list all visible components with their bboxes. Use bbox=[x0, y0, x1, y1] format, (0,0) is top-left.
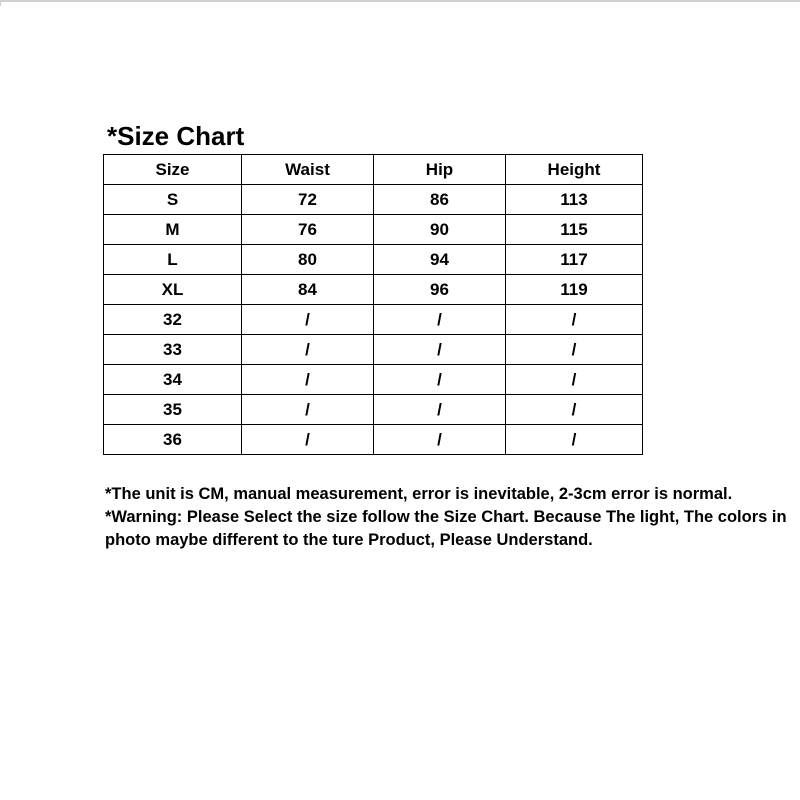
table-cell-hip: / bbox=[374, 365, 506, 395]
warning-note: *Warning: Please Select the size follow the Size Chart. Because The light, The colors in photo maybe different to the ture Product, Please Understand. bbox=[105, 508, 787, 549]
notes-section bbox=[105, 483, 795, 552]
table-cell-size: M bbox=[104, 215, 242, 245]
table-cell-height: / bbox=[506, 305, 643, 335]
table-cell-waist: 72 bbox=[242, 185, 374, 215]
table-row bbox=[104, 395, 643, 425]
table-row bbox=[104, 305, 643, 335]
table-row bbox=[104, 215, 643, 245]
table-header-row bbox=[104, 155, 643, 185]
table-cell-hip: 86 bbox=[374, 185, 506, 215]
column-header-height: Height bbox=[506, 155, 643, 185]
table-cell-waist: / bbox=[242, 335, 374, 365]
corner-divider bbox=[0, 0, 1, 6]
table-row bbox=[104, 185, 643, 215]
table-row bbox=[104, 245, 643, 275]
size-chart-table bbox=[103, 154, 643, 455]
column-header-size: Size bbox=[104, 155, 242, 185]
table-cell-waist: 80 bbox=[242, 245, 374, 275]
table-cell-size: 35 bbox=[104, 395, 242, 425]
column-header-waist: Waist bbox=[242, 155, 374, 185]
table-cell-size: XL bbox=[104, 275, 242, 305]
table-cell-waist: 76 bbox=[242, 215, 374, 245]
column-header-hip: Hip bbox=[374, 155, 506, 185]
table-cell-height: / bbox=[506, 365, 643, 395]
table-cell-waist: / bbox=[242, 395, 374, 425]
table-cell-size: S bbox=[104, 185, 242, 215]
table-cell-waist: / bbox=[242, 425, 374, 455]
unit-note: *The unit is CM, manual measurement, error is inevitable, 2-3cm error is normal. bbox=[105, 485, 733, 503]
table-row bbox=[104, 275, 643, 305]
table-cell-hip: / bbox=[374, 395, 506, 425]
table-cell-hip: / bbox=[374, 425, 506, 455]
table-cell-hip: 96 bbox=[374, 275, 506, 305]
table-cell-size: 33 bbox=[104, 335, 242, 365]
table-cell-height: 117 bbox=[506, 245, 643, 275]
table-cell-height: 119 bbox=[506, 275, 643, 305]
table-cell-height: / bbox=[506, 335, 643, 365]
page-title: *Size Chart bbox=[107, 121, 245, 151]
table-cell-size: 36 bbox=[104, 425, 242, 455]
table-row bbox=[104, 335, 643, 365]
table-cell-waist: / bbox=[242, 365, 374, 395]
table-cell-hip: / bbox=[374, 335, 506, 365]
size-chart-body bbox=[104, 155, 643, 455]
table-cell-waist: / bbox=[242, 305, 374, 335]
table-cell-height: / bbox=[506, 395, 643, 425]
top-border-line bbox=[0, 0, 800, 2]
table-cell-height: 113 bbox=[506, 185, 643, 215]
table-cell-size: 32 bbox=[104, 305, 242, 335]
table-cell-height: / bbox=[506, 425, 643, 455]
table-row bbox=[104, 425, 643, 455]
table-cell-hip: 94 bbox=[374, 245, 506, 275]
table-cell-hip: 90 bbox=[374, 215, 506, 245]
table-cell-size: 34 bbox=[104, 365, 242, 395]
table-cell-height: 115 bbox=[506, 215, 643, 245]
table-row bbox=[104, 365, 643, 395]
table-cell-size: L bbox=[104, 245, 242, 275]
table-cell-waist: 84 bbox=[242, 275, 374, 305]
table-cell-hip: / bbox=[374, 305, 506, 335]
